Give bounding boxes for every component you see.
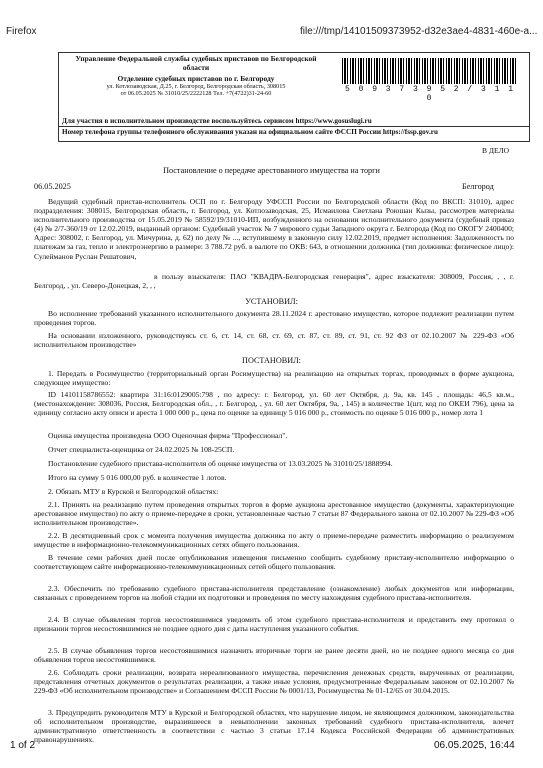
item-2-4: 2.4. В случае объявления торгов несостоявшимися уведомить об этом судебного пристава-исполнителя и представить ему протокол о признании торгов несостоявшимися не позднее одного дня с даты наступления указанного события. — [34, 615, 514, 634]
browser-url: file:///tmp/14101509373952-d32e3ae4-4831-460e-a... — [300, 26, 538, 37]
org-contacts: от 06.05.2025 № 31010/25/2222128 Тел. +7(4722)31-24-60 — [120, 90, 272, 98]
document-city: Белгород — [462, 182, 494, 191]
ustanovil-text-1: Во исполнение требований указанного исполнительного документа 28.11.2024 г. арестовано имущество, которое подлежит реализации путем проведения торгов. — [34, 309, 514, 328]
phone-notice: Номер телефона группы телефонного обслуживания указан на официальном сайте ФССП России https://fssp.gov.ru — [62, 128, 438, 136]
ustanovil-text-2: На основании изложенного, руководствуясь ст. 6, ст. 14, ст. 68, ст. 69, ст. 87, ст. 89, ст. 91, ст. 92 ФЗ от 02.10.2007 № 229-ФЗ «Об исполнительном производстве» — [34, 331, 514, 350]
claimant-paragraph: в пользу взыскателя: ПАО "КВАДРА-Белгородская генерация", адрес взыскателя: 308009, Россия, , , г. Белгород, , ул. Северо-Донецкая, 2, , , — [34, 272, 514, 291]
v-delo-stamp: В ДЕЛО — [482, 146, 509, 155]
org-department: Отделение судебных приставов по г. Белгороду — [117, 74, 275, 83]
item-3: 3. Предупредить руководителя МТУ в Курской и Белгородской областях, что нарушение лицом, не являющимся должником, законодательства об исполнительном производстве, выразившееся в невыполнении законных требований судебного пристава-исполнителя, влечет административную ответственность в соответствии с частью 3 статьи 17.14 Кодекса Российской Федерации об административных правонарушениях. — [34, 708, 514, 745]
page-counter: 1 of 2 — [10, 740, 36, 751]
gosuslugi-notice: Для участия в исполнительном производстве воспользуйтесь сервисом https://www.gosuslugi.ru — [62, 117, 372, 125]
total-sum: Итого на сумму 5 016 000,00 руб. в количестве 1 лотов. — [48, 473, 227, 482]
ustanovil-heading: УСТАНОВИЛ: — [245, 297, 298, 306]
org-name: Управление Федеральной службы судебных приставов по Белгородской области — [75, 54, 317, 72]
intro-paragraph: Ведущий судебный пристав-исполнитель ОСП по г. Белгороду УФССП России по Белгородской области (Код по ВКСП: 31010), адрес подразделения: 308015, Белгородская область, г. Белгород, ул. Котлозаводская, 25, Исмаилова Светлана Роюшан Кызы, рассмотрев материалы исполнительного производства от 15.05.2019 № 58592/19/31010-ИП, возбужденного на основании исполнительного документа (судебный приказ (4) № 2/7-360/19 от 12.02.2019, выданный органом: Судебный участок № 7 мирового судьи Западного округа г. Белгорода (Код по ОКОГУ 2400400; Адрес: 308002, г. Белгород, ул. Мичурина, д. 62) по делу № ..., вступившему в законную силу 12.02.2019, предмет исполнения: Задолженность по платежам за газ, тепло и электроэнергию в размере: 3 788.72 руб. в валюте по ОКВ: 643, в отношении должника (тип должника: физическое лицо): Сулейманов Руслан Решатович, — [34, 197, 514, 261]
barcode — [342, 58, 518, 84]
valuation-note: Оценка имущества произведена ООО Оценочная фирма "Профессионал". — [48, 431, 288, 440]
item-2-2: 2.2. В десятидневный срок с момента получения имущества должника по акту о приеме-передаче разместить информацию о реализуемом имуществе в информационно-телекоммуникационных сетях общего пользования. — [34, 531, 514, 550]
org-block — [62, 54, 330, 98]
org-address: ул. Котлозаводская, Д.25, г. Белгород, Белгородская область, 308015 — [106, 83, 286, 90]
item-2-1: 2.1. Принять на реализацию путем проведения открытых торгов в форме аукциона арестованное имущество (документы, характеризующие арестованное имущество) по акту о приеме-передаче в сроки, установленные частью 7 статьи 87 Федерального закона от 02.10.2007 № 229-ФЗ «Об исполнительном производстве». — [34, 500, 514, 528]
item-2: 2. Обязать МТУ в Курской и Белгородской областях: — [48, 487, 219, 496]
browser-app-name: Firefox — [6, 26, 37, 37]
divider — [58, 126, 530, 127]
item-2-5: 2.5. В случае объявления торгов несостоявшимися назначить вторичные торги не ранее десяти дней, но не позднее одного месяца со дня объявления торгов несостоявшимися. — [34, 646, 514, 665]
document-date: 06.05.2025 — [34, 182, 71, 191]
item-1: 1. Передать в Росимущество (территориальный орган Росимущества) на реализацию на открытых торгах, проводимых в форме аукциона, следующее имущество: — [34, 369, 514, 388]
valuation-resolution: Постановление судебного пристава-исполнителя об оценке имущества от 13.03.2025 № 31010/25/1888994. — [48, 459, 393, 468]
item-2-2-continued: В течение семи рабочих дней после опубликования извещения письменно сообщить судебному приставу-исполнителю информацию о соответствующем сайте информационно-телекоммуникационных сетей общего пользования. — [34, 553, 514, 572]
print-datetime: 06.05.2025, 16:44 — [434, 740, 515, 751]
item-1-detail: ID 14101158786552: квартира 31:16:0129005:798 , по адресу: г. Белгород, ул. 60 лет Октября, д. 9а, кв. 145 , площадь: 46,5 кв.м., (местонахождение: 308036, Россия, Белгородская обл., , г. Белгород, , ул. 60 лет Октября, 9а, , 145) в количестве 1(шт, код по ОКЕИ 796), цена за единицу согласно акту описи и ареста 1 000 000 р., цена по оценке за единицу 5 016 000 р., стоимость по оценке 5 016 000 р., номер лота 1 — [34, 390, 514, 418]
document-title: Постановление о передаче арестованного имущества на торги — [163, 166, 380, 175]
item-2-6: 2.6. Соблюдать сроки реализации, возврата нереализованного имущества, перечисления денежных средств, вырученных от реализации, представления отчетных документов о результатах реализации, а также иные условия, предусмотренные Федеральным законом от 02.10.2007 № 229-ФЗ «Об исполнительном производстве» и Соглашением ФССП России № 0001/13, Росимущества № 01-12/65 от 30.04.2015. — [34, 668, 514, 696]
item-2-3: 2.3. Обеспечить по требованию судебного пристава-исполнителя представление (ознакомление) любых документов или информации, связанных с проведением торгов на любой стадии их подготовки и проведения по месту нахождения судебного пристава-исполнителя. — [34, 584, 514, 603]
appraiser-report: Отчет специалиста-оценщика от 24.02.2025 № 108-25СП. — [48, 445, 235, 454]
barcode-number: 5 0 9 3 7 3 9 5 2 / 3 1 1 0 — [344, 85, 516, 103]
postanovil-heading: ПОСТАНОВИЛ: — [242, 356, 301, 365]
